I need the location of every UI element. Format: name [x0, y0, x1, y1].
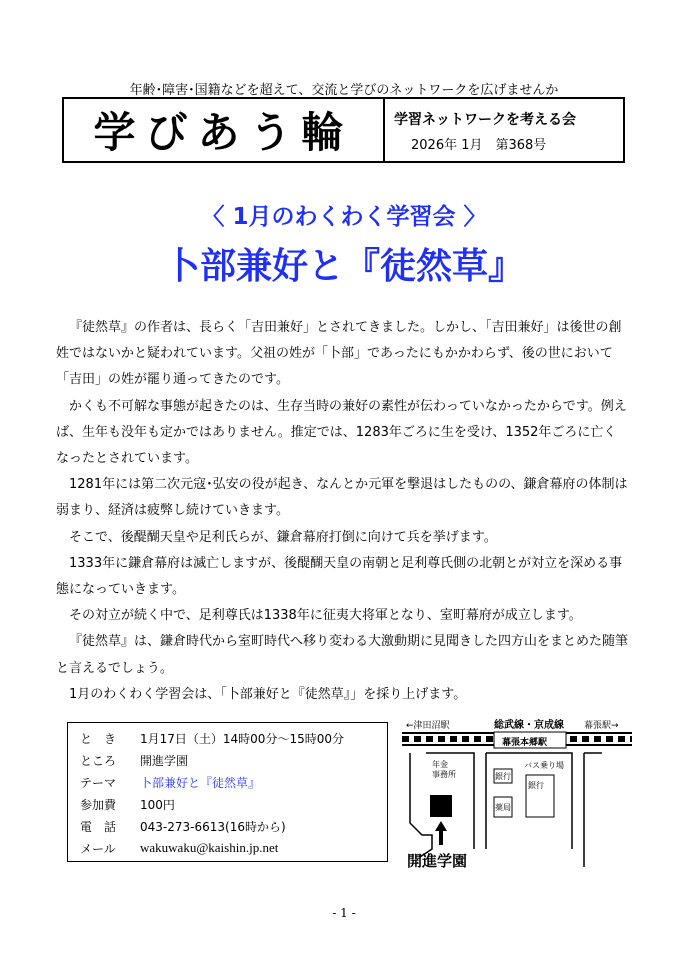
info-label: メール	[80, 841, 116, 856]
road-right	[584, 753, 602, 867]
newsletter-header	[62, 97, 625, 163]
map-bank-2: 銀行	[528, 781, 544, 790]
info-row-time	[80, 728, 344, 748]
info-value-phone: 043-273-6613(16時から)	[140, 819, 286, 834]
destination-arrow-icon	[435, 821, 447, 845]
map-pension-office-line2: 事務所	[432, 770, 456, 779]
tagline: 年齢･障害･国籍などを超えて、交流と学びのネットワークを広げませんか	[129, 83, 559, 98]
paragraph: そこで、後醍醐天皇や足利氏らが、鎌倉幕府打倒に向けて兵を挙げます。	[69, 529, 497, 545]
event-info-box	[67, 722, 388, 862]
info-row-theme	[80, 772, 260, 792]
info-label: 電 話	[80, 819, 117, 834]
map-bank-1: 銀行	[495, 772, 511, 781]
info-value: 開進学園	[140, 753, 189, 768]
info-label: ところ	[80, 753, 117, 768]
info-row-fee	[80, 794, 175, 814]
map-destination-label: 開進学園	[407, 852, 468, 870]
paragraph: 『徒然草』は、鎌倉時代から室町時代へ移り変わる大激動期に見聞きした四方山をまとめた随筆と言えるでしょう。	[56, 634, 629, 676]
map-right-station: 幕張駅→	[584, 721, 619, 731]
info-row-place	[80, 750, 188, 770]
map-pharmacy: 薬局	[495, 803, 511, 812]
destination-marker	[430, 795, 452, 817]
info-row-phone	[80, 816, 286, 836]
info-value-theme: 卜部兼好と『徒然草』	[140, 775, 261, 790]
map-main-station: 幕張本郷駅	[502, 738, 548, 748]
map-bus-stop: バス乗り場	[524, 761, 564, 770]
paragraph: 1281年には第二次元寇･弘安の役が起き、なんとか元軍を撃退はしたものの、鎌倉幕府の体制は弱まり、経済は疲弊し続けていきます。	[56, 477, 628, 519]
info-value: 100円	[140, 797, 175, 812]
info-row-email	[80, 838, 278, 858]
paragraph: 1333年に鎌倉幕府は滅亡しますが、後醍醐天皇の南朝と足利尊氏側の北朝とが対立を深める事態になっていきます。	[56, 555, 623, 598]
map-pension-office	[432, 760, 456, 780]
paragraph: 『徒然草』の作者は、長らく「吉田兼好」とされてきました。しかし、「吉田兼好」は後世の創姓ではないかと疑われています。父祖の姓が「卜部」であったにもかかわらず、後の世において「吉田」の姓が罷り通ってきたのです。	[56, 320, 622, 388]
map-pension-office-line1: 年金	[432, 760, 448, 769]
road-left	[410, 753, 432, 857]
info-label: 参加費	[80, 797, 117, 812]
info-value-email: wakuwaku@kaishin.jp.net	[140, 840, 279, 855]
info-label: テーマ	[80, 775, 117, 790]
organization-name: 学習ネットワークを考える会	[394, 112, 576, 128]
article-body	[56, 315, 628, 708]
info-label: と き	[80, 731, 117, 746]
info-value: 1月17日（土）14時00分～15時00分	[140, 731, 344, 746]
page-number: - 1 -	[332, 906, 356, 920]
map-line-name: 総武線・京成線	[494, 720, 564, 731]
issue-info: 2026年 1月 第368号	[411, 138, 547, 153]
paragraph: 1月のわくわく学習会は、「卜部兼好と『徒然草』」を採り上げます。	[69, 686, 467, 702]
main-title: 卜部兼好と『徒然草』	[163, 246, 524, 287]
paragraph: かくも不可解な事態が起きたのは、生存当時の兼好の素性が伝わっていなかったからです。例えば、生年も没年も定かではありません。推定では、1283年ごろに生を受け、1352年ごろに亡くなったとされています。	[56, 398, 627, 467]
event-title: 〈 1月のわくわく学習会 〉	[201, 204, 487, 230]
map-left-station: ←津田沼駅	[406, 721, 450, 731]
newsletter-logo: 学びあう輪	[64, 99, 385, 161]
paragraph: その対立が続く中で、足利尊氏は1338年に征夷大将軍となり、室町幕府が成立します。	[69, 608, 582, 624]
